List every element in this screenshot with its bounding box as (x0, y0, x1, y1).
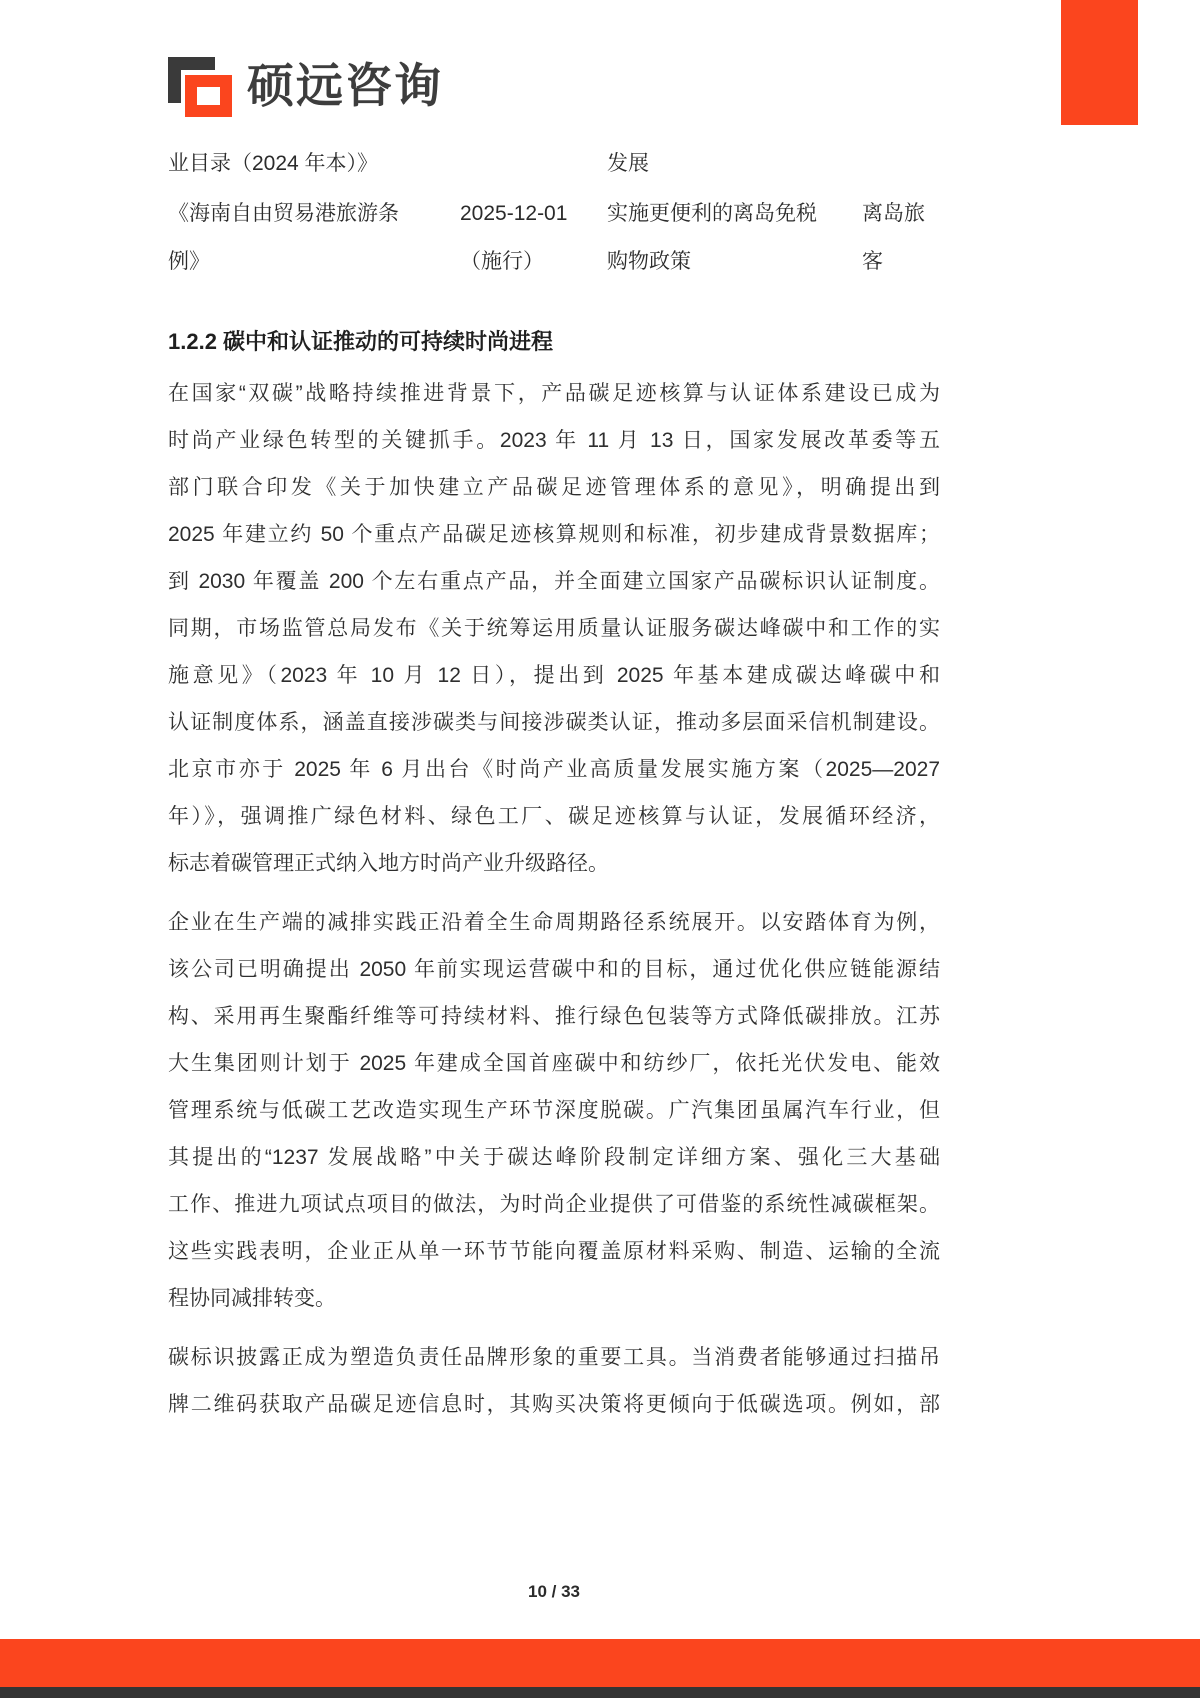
page-number: 10 / 33 (528, 1582, 580, 1601)
section-heading: 1.2.2 碳中和认证推动的可持续时尚进程 (168, 329, 554, 354)
paragraph-line: 该公司已明确提出 2050 年前实现运营碳中和的目标，通过优化供应链能源结 (168, 958, 940, 981)
paragraph-line: 构、采用再生聚酯纤维等可持续材料、推行绿色包装等方式降低碳排放。江苏 (168, 1005, 940, 1028)
paragraph-line: 在国家“双碳”战略持续推进背景下，产品碳足迹核算与认证体系建设已成为 (168, 382, 940, 405)
brand-logo (168, 54, 443, 117)
brand-logo-icon (168, 54, 232, 117)
paragraph-line: 施意见》（2023 年 10 月 12 日），提出到 2025 年基本建成碳达峰碳中和 (168, 664, 940, 687)
paragraph-line: 认证制度体系，涵盖直接涉碳类与间接涉碳类认证，推动多层面采信机制建设。 (168, 711, 940, 734)
paragraph-line: 其提出的“1237 发展战略”中关于碳达峰阶段制定详细方案、强化三大基础 (168, 1146, 940, 1169)
table-cell: （施行） (460, 250, 544, 273)
paragraph (168, 370, 940, 887)
table-cell: 《海南自由贸易港旅游条 (168, 202, 399, 225)
paragraph-line: 年）》，强调推广绿色材料、绿色工厂、碳足迹核算与认证，发展循环经济， (168, 805, 940, 828)
table-cell: 客 (862, 250, 883, 273)
paragraph-line: 企业在生产端的减排实践正沿着全生命周期路径系统展开。以安踏体育为例， (168, 911, 940, 934)
table-cell: 2025-12-01 (460, 202, 568, 225)
paragraph-line: 大生集团则计划于 2025 年建成全国首座碳中和纺纱厂，依托光伏发电、能效 (168, 1052, 940, 1075)
footer-dark-bar (0, 1687, 1200, 1698)
table-cell: 业目录（2024 年本）》 (168, 152, 379, 175)
table-cell: 发展 (607, 152, 649, 175)
paragraph-line: 时尚产业绿色转型的关键抓手。2023 年 11 月 13 日，国家发展改革委等五 (168, 429, 940, 452)
brand-logo-wordmark: 硕远咨询 (247, 59, 443, 112)
paragraph-line: 到 2030 年覆盖 200 个左右重点产品，并全面建立国家产品碳标识认证制度。 (168, 570, 940, 593)
paragraph (168, 899, 940, 1322)
logo-bar-left (168, 57, 181, 103)
table-cell: 例》 (168, 250, 210, 273)
paragraph-line: 部门联合印发《关于加快建立产品碳足迹管理体系的意见》，明确提出到 (168, 476, 940, 499)
footer-accent-bar (0, 1639, 1200, 1687)
paragraph (168, 1334, 940, 1428)
paragraph-line: 牌二维码获取产品碳足迹信息时，其购买决策将更倾向于低碳选项。例如，部 (168, 1393, 940, 1416)
table-cell: 实施更便利的离岛免税 (607, 202, 817, 225)
corner-accent-block (1061, 0, 1138, 125)
logo-ring (185, 75, 232, 117)
regulation-table (168, 150, 940, 285)
paragraph-line: 程协同减排转变。 (168, 1287, 336, 1310)
paragraph-line: 北京市亦于 2025 年 6 月出台《时尚产业高质量发展实施方案（2025—2027 (168, 758, 940, 781)
paragraph-line: 碳标识披露正成为塑造负责任品牌形象的重要工具。当消费者能够通过扫描吊 (168, 1346, 940, 1369)
table-cell: 购物政策 (607, 250, 691, 273)
paragraph-line: 管理系统与低碳工艺改造实现生产环节深度脱碳。广汽集团虽属汽车行业，但 (168, 1099, 940, 1122)
paragraph-line: 2025 年建立约 50 个重点产品碳足迹核算规则和标准，初步建成背景数据库； (168, 523, 940, 546)
paragraph-line: 标志着碳管理正式纳入地方时尚产业升级路径。 (168, 852, 609, 875)
paragraph-line: 同期，市场监管总局发布《关于统筹运用质量认证服务碳达峰碳中和工作的实 (168, 617, 940, 640)
paragraph-line: 这些实践表明，企业正从单一环节节能向覆盖原材料采购、制造、运输的全流 (168, 1240, 940, 1263)
table-cell: 离岛旅 (862, 202, 925, 225)
paragraph-line: 工作、推进九项试点项目的做法，为时尚企业提供了可借鉴的系统性减碳框架。 (168, 1193, 940, 1216)
